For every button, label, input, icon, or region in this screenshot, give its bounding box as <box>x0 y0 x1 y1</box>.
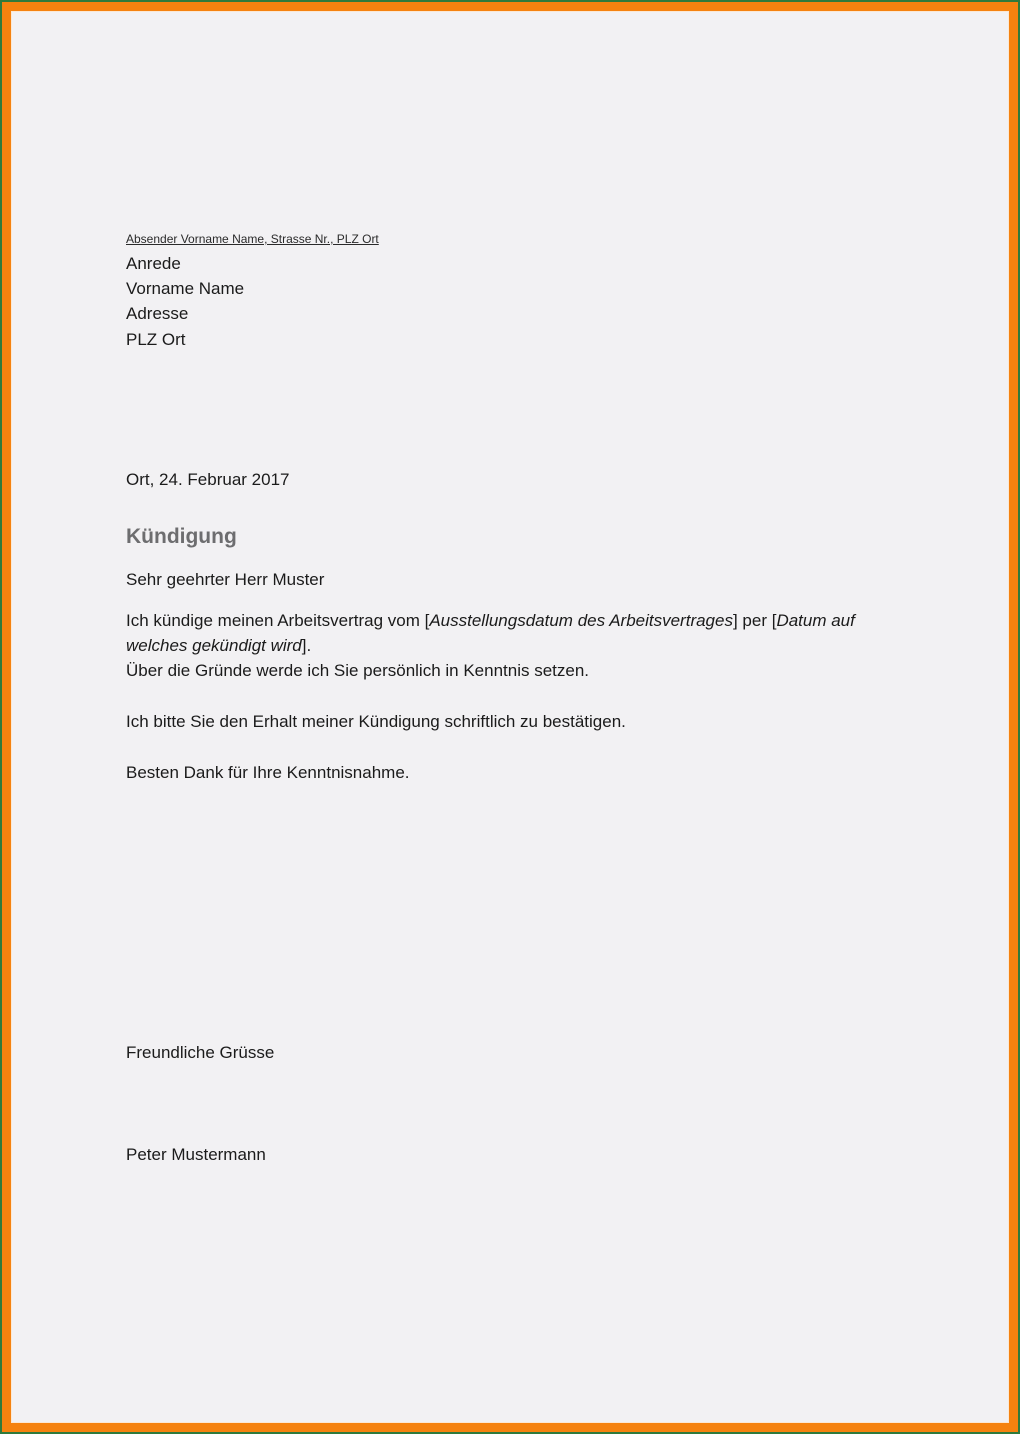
recipient-salutation: Anrede <box>126 254 181 273</box>
body-text-reasons: Über die Gründe werde ich Sie persönlich in Kenntnis setzen. <box>126 661 590 680</box>
place-date: Ort, 24. Februar 2017 <box>126 470 290 489</box>
body-text: ] per [ <box>732 611 777 630</box>
placeholder-termination-date: Datum auf welches gekündigt wird <box>126 611 855 655</box>
recipient-city: PLZ Ort <box>126 330 186 349</box>
body-paragraph-3: Besten Dank für Ihre Kenntnisnahme. <box>126 763 410 782</box>
letter-subject: Kündigung <box>126 525 237 548</box>
body-text: Ich kündige meinen Arbeitsvertrag vom [ <box>126 611 430 630</box>
body-paragraph-1 <box>126 608 906 683</box>
letter-greeting: Sehr geehrter Herr Muster <box>126 570 325 589</box>
recipient-address: Adresse <box>126 304 189 323</box>
sender-line: Absender Vorname Name, Strasse Nr., PLZ Ort <box>126 232 379 246</box>
placeholder-issue-date: Ausstellungsdatum des Arbeitsvertrages <box>429 611 733 630</box>
letter-closing: Freundliche Grüsse <box>126 1043 275 1062</box>
recipient-name: Vorname Name <box>126 279 245 298</box>
letter-signature: Peter Mustermann <box>126 1145 266 1164</box>
body-text: ]. <box>301 636 312 655</box>
body-paragraph-2: Ich bitte Sie den Erhalt meiner Kündigung schriftlich zu bestätigen. <box>126 712 626 731</box>
